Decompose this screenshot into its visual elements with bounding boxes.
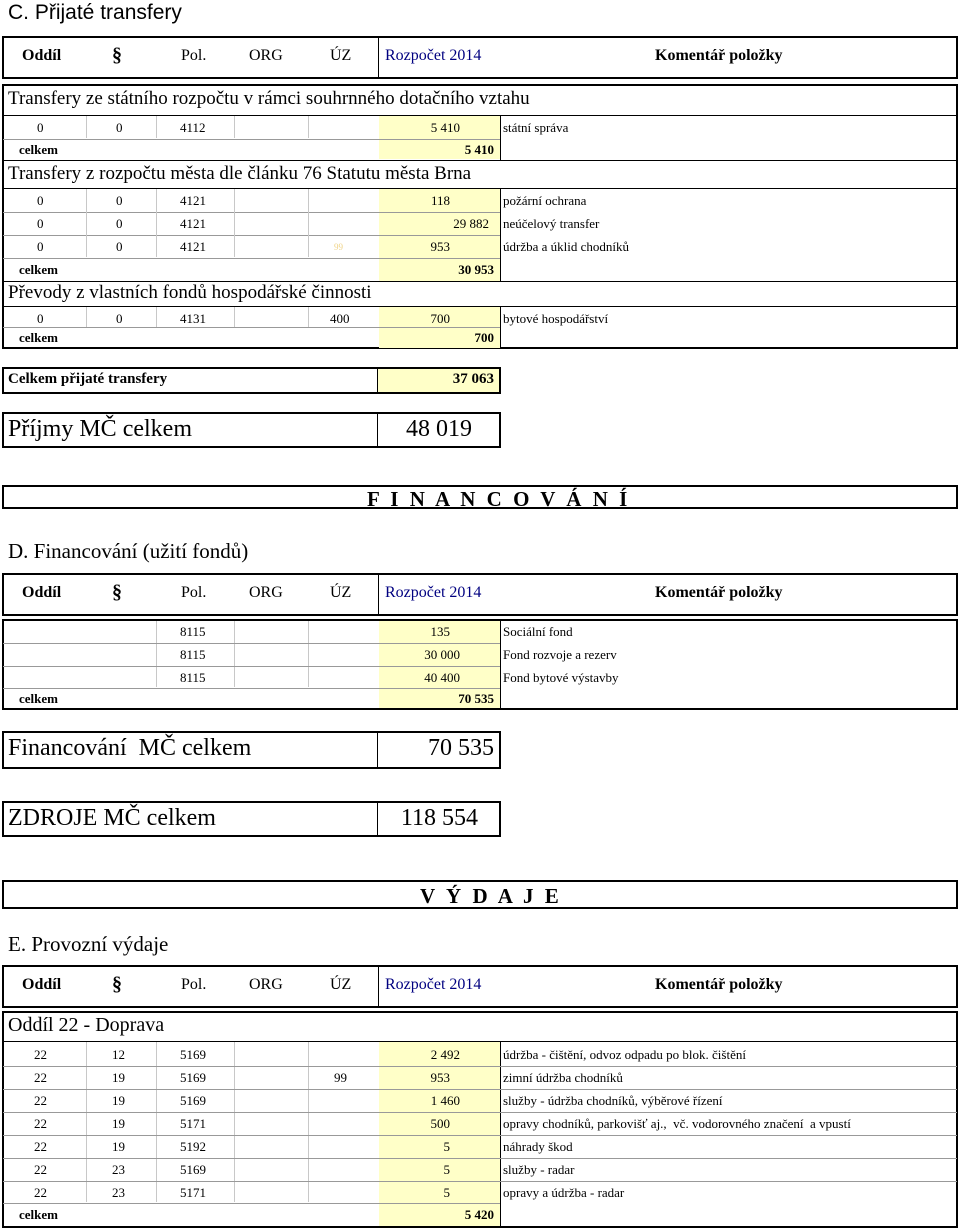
col-paragraf: § bbox=[112, 44, 122, 66]
col-uz: ÚZ bbox=[330, 976, 352, 993]
table-row: 22 19 5169 1 460 služby - údržba chodníků, výběrové řízení bbox=[34, 1093, 723, 1108]
table-row: 0 0 4112 5 410 státní správa bbox=[37, 120, 569, 135]
group-title: Transfery z rozpočtu města dle článku 76 Statutu města Brna bbox=[8, 163, 472, 184]
financovani-heading: F I N A N C O V Á N Í bbox=[367, 487, 631, 511]
col-oddil: Oddíl bbox=[22, 584, 62, 601]
col-rozpocet: Rozpočet 2014 bbox=[385, 47, 482, 64]
table-row: 22 19 5169 99 953 zimní údržba chodníků bbox=[34, 1070, 623, 1085]
col-paragraf: § bbox=[112, 973, 122, 995]
section-d-title: D. Financování (užití fondů) bbox=[8, 539, 249, 563]
col-uz: ÚZ bbox=[330, 584, 352, 601]
table-row: 22 19 5192 5 náhrady škod bbox=[34, 1139, 573, 1154]
col-pol: Pol. bbox=[181, 47, 207, 64]
celkem-prijate-value: 37 063 bbox=[452, 371, 494, 387]
group-title: Transfery ze státního rozpočtu v rámci souhrnného dotačního vztahu bbox=[8, 88, 530, 109]
table-row: 22 12 5169 2 492 údržba - čištění, odvoz odpadu po blok. čištění bbox=[34, 1047, 746, 1062]
col-komentar: Komentář položky bbox=[655, 584, 783, 601]
col-pol: Pol. bbox=[181, 584, 207, 601]
financovani-celkem-value: 70 535 bbox=[428, 735, 494, 761]
col-oddil: Oddíl bbox=[22, 47, 62, 64]
table-row: 22 23 5171 5 opravy a údržba - radar bbox=[34, 1185, 625, 1200]
col-komentar: Komentář položky bbox=[655, 47, 783, 64]
table-row: 0 0 4131 400 700 bytové hospodářství bbox=[37, 311, 609, 326]
total-row: celkem 5 420 bbox=[19, 1207, 494, 1222]
col-org: ORG bbox=[249, 584, 283, 601]
col-komentar: Komentář položky bbox=[655, 976, 783, 993]
total-row: celkem 30 953 bbox=[19, 262, 494, 277]
col-pol: Pol. bbox=[181, 976, 207, 993]
zdroje-value: 118 554 bbox=[400, 805, 478, 831]
table-row: 22 19 5171 500 opravy chodníků, parkovišť aj., vč. vodorovného značení a vpustí bbox=[34, 1116, 851, 1131]
zdroje-label: ZDROJE MČ celkem bbox=[8, 805, 216, 831]
col-rozpocet: Rozpočet 2014 bbox=[385, 584, 482, 601]
table-row: 8115 40 400 Fond bytové výstavby bbox=[180, 670, 619, 685]
col-uz: ÚZ bbox=[330, 47, 352, 64]
table-row: 22 23 5169 5 služby - radar bbox=[34, 1162, 575, 1177]
group-title: Převody z vlastních fondů hospodářské činnosti bbox=[8, 282, 372, 303]
vydaje-heading: V Ý D A J E bbox=[420, 884, 562, 908]
prijmy-value: 48 019 bbox=[406, 416, 472, 442]
group-title: Oddíl 22 - Doprava bbox=[8, 1014, 165, 1036]
table-row: 8115 135 Sociální fond bbox=[180, 624, 573, 639]
table-row: 0 0 4121 99 953 údržba a úklid chodníků bbox=[37, 239, 629, 254]
prijmy-label: Příjmy MČ celkem bbox=[8, 416, 192, 442]
table-row: 0 0 4121 29 882 neúčelový transfer bbox=[37, 216, 600, 231]
col-oddil: Oddíl bbox=[22, 976, 62, 993]
section-c-title: C. Přijaté transfery bbox=[8, 1, 182, 24]
section-e-title: E. Provozní výdaje bbox=[8, 932, 169, 956]
total-row: celkem 700 bbox=[19, 330, 494, 345]
col-org: ORG bbox=[249, 47, 283, 64]
col-paragraf: § bbox=[112, 581, 122, 603]
col-rozpocet: Rozpočet 2014 bbox=[385, 976, 482, 993]
total-row: celkem 70 535 bbox=[19, 691, 494, 706]
table-row: 0 0 4121 118 požární ochrana bbox=[37, 193, 587, 208]
financovani-celkem-label: Financování MČ celkem bbox=[8, 735, 252, 761]
total-row: celkem 5 410 bbox=[19, 142, 494, 157]
table-row: 8115 30 000 Fond rozvoje a rezerv bbox=[180, 647, 617, 662]
col-org: ORG bbox=[249, 976, 283, 993]
celkem-prijate-label: Celkem přijaté transfery bbox=[8, 371, 168, 387]
